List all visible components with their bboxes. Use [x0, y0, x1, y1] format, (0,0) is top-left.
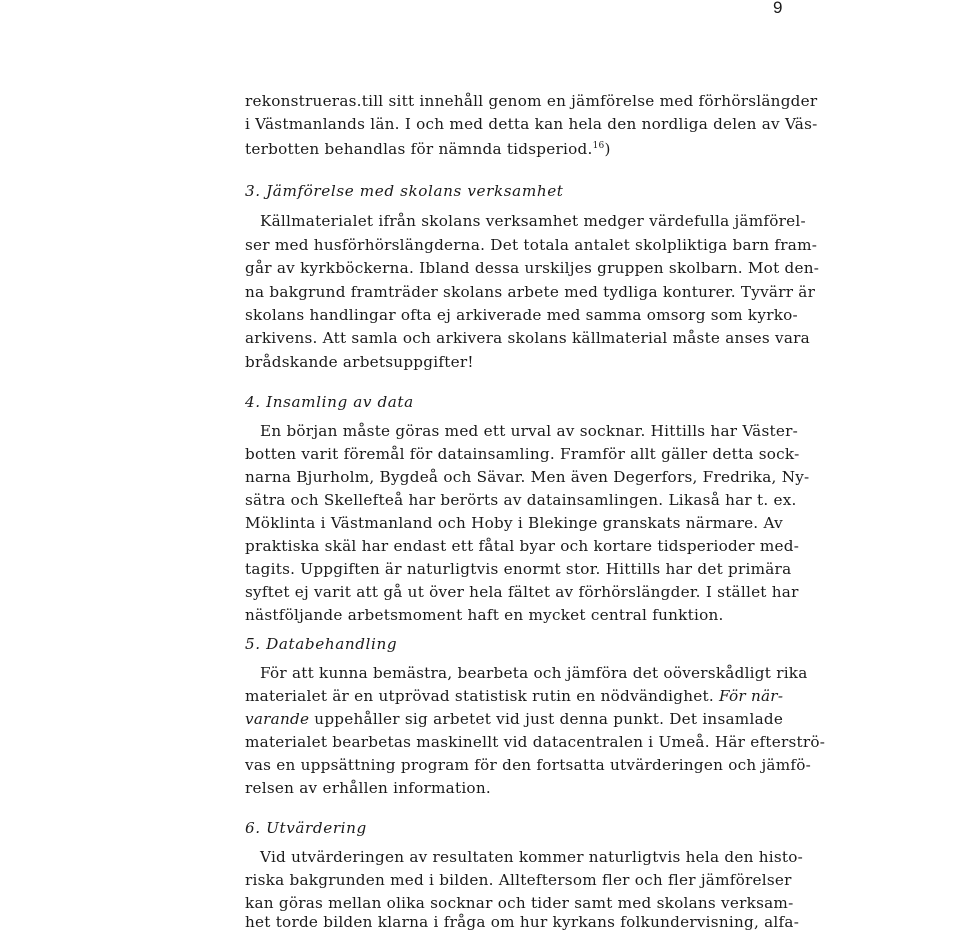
section-3-line: Källmaterialet ifrån skolans verksamhet medger värdefulla jämförel-	[260, 212, 806, 230]
section-5-text: uppehåller sig arbetet vid just denna punkt. Det insamlade	[314, 710, 784, 728]
section-5-line: vas en uppsättning program för den fortsatta utvärderingen och jämfö-	[245, 756, 812, 774]
section-4-line: praktiska skäl har endast ett fåtal byar och kortare tidsperioder med-	[245, 537, 800, 555]
section-4-line: narna Bjurholm, Bygdeå och Sävar. Men även Degerfors, Fredrika, Ny-	[245, 468, 810, 486]
page-number: 9	[773, 0, 783, 17]
section-6-line: Vid utvärderingen av resultaten kommer naturligtvis hela den histo-	[260, 848, 804, 866]
section-5-line: relsen av erhållen information.	[245, 779, 491, 797]
section-4-line: botten varit föremål för datainsamling. Framför allt gäller detta sock-	[245, 445, 800, 463]
intro-line	[245, 136, 611, 159]
section-5-line: För att kunna bemästra, bearbeta och jämföra det oöverskådligt rika	[260, 664, 808, 682]
section-3-line: arkivens. Att samla och arkivera skolans källmaterial måste anses vara	[245, 329, 810, 347]
intro-line-text: terbotten behandlas för nämnda tidsperiod.	[245, 140, 593, 158]
section-4-line: sätra och Skellefteå har berörts av datainsamlingen. Likaså har t. ex.	[245, 491, 797, 509]
section-3-line: skolans handlingar ofta ej arkiverade med samma omsorg som kyrko-	[245, 306, 798, 324]
section-6-line: kan göras mellan olika socknar och tider samt med skolans verksam-	[245, 894, 794, 912]
section-5-line	[245, 686, 783, 706]
footnote-paren: )	[604, 140, 611, 158]
section-3-line: ser med husförhörslängderna. Det totala antalet skolpliktiga barn fram-	[245, 236, 818, 254]
intro-line: rekonstrueras.till sitt innehåll genom en jämförelse med förhörslängder	[245, 92, 818, 110]
intro-line: i Västmanlands län. I och med detta kan hela den nordliga delen av Väs-	[245, 115, 818, 133]
section-5-emphasis: varande	[245, 710, 310, 728]
section-5-line: materialet bearbetas maskinellt vid datacentralen i Umeå. Här efterströ-	[245, 733, 826, 751]
section-6-line: het torde bilden klarna i fråga om hur kyrkans folkundervisning, alfa-	[245, 913, 800, 931]
section-5-line	[245, 709, 783, 729]
section-4-heading: 4. Insamling av data	[245, 393, 414, 411]
section-3-heading: 3. Jämförelse med skolans verksamhet	[245, 182, 564, 200]
section-6-line: riska bakgrunden med i bilden. Allteftersom fler och fler jämförelser	[245, 871, 792, 889]
section-3-line: går av kyrkböckerna. Ibland dessa urskiljes gruppen skolbarn. Mot den-	[245, 259, 820, 277]
section-4-line: Möklinta i Västmanland och Hoby i Blekinge granskats närmare. Av	[245, 514, 783, 532]
section-4-line: tagits. Uppgiften är naturligtvis enormt stor. Hittills har det primära	[245, 560, 792, 578]
section-4-line: syftet ej varit att gå ut över hela fältet av förhörslängder. I stället har	[245, 583, 799, 601]
section-5-text: materialet är en utprövad statistisk rutin en nödvändighet.	[245, 687, 714, 705]
section-4-line: En början måste göras med ett urval av socknar. Hittills har Väster-	[260, 422, 799, 440]
footnote-ref: 16	[592, 141, 605, 151]
section-4-line: nästföljande arbetsmoment haft en mycket central funktion.	[245, 606, 724, 624]
section-3-line: brådskande arbetsuppgifter!	[245, 353, 474, 371]
section-3-line: na bakgrund framträder skolans arbete med tydliga konturer. Tyvärr är	[245, 283, 816, 301]
section-5-emphasis: För när-	[719, 687, 784, 705]
section-6-heading: 6. Utvärdering	[245, 819, 367, 837]
section-5-heading: 5. Databehandling	[245, 635, 398, 653]
